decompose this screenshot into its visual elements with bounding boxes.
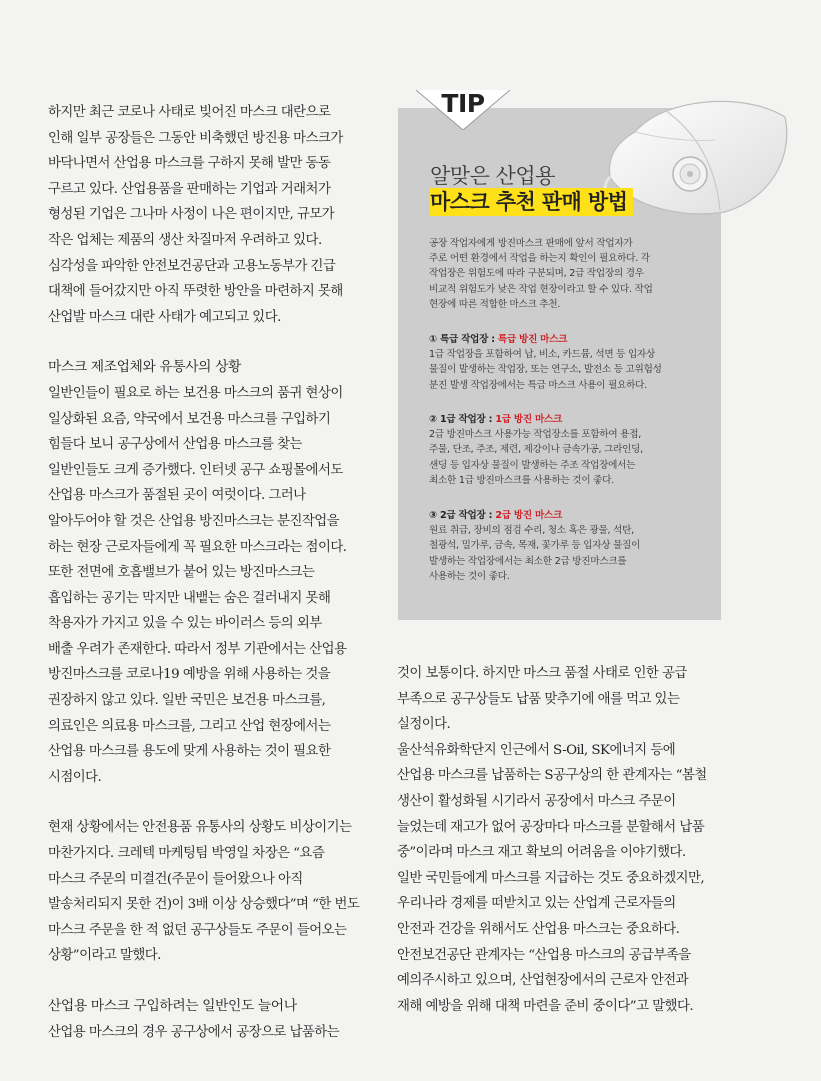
text-line: 마스크 주문을 한 적 없던 공구상들도 주문이 들어오는 <box>48 922 347 938</box>
text-line: 현재 상황에서는 안전용품 유통사의 상황도 비상이기는 <box>48 820 352 836</box>
section-heading-1: 마스크 제조업체와 유통사의 상황 <box>48 359 241 376</box>
tip-item-text-line: 물질이 발생하는 작업장, 또는 연구소, 발전소 등 고위험성 <box>429 364 662 376</box>
text-line: 중”이라며 마스크 재고 확보의 어려움을 이야기했다. <box>397 845 686 861</box>
text-line: 힘들다 보니 공구상에서 산업용 마스크를 찾는 <box>48 437 302 453</box>
exhalation-valve-icon <box>673 157 707 191</box>
text-line: 방진마스크를 코로나19 예방을 위해 사용하는 것을 <box>48 667 331 683</box>
text-line: 안전과 건강을 위해서도 산업용 마스크는 중요하다. <box>397 921 680 937</box>
right-column <box>397 661 707 1019</box>
tip-badge-label: TIP <box>441 89 485 118</box>
tip-intro <box>429 236 653 312</box>
tip-item-text-line: 사용하는 것이 좋다. <box>429 570 510 582</box>
tip-item-label: ③ 2급 작업장 : <box>429 510 496 521</box>
text-line: 안전보건공단 관계자는 “산업용 마스크의 공급부족을 <box>397 947 691 963</box>
text-line: 산업발 마스크 대란 사태가 예고되고 있다. <box>48 309 281 325</box>
text-line: 울산석유화학단지 인근에서 S-Oil, SK에너지 등에 <box>397 742 676 758</box>
tip-title-highlight <box>430 188 633 216</box>
right-paragraph-1 <box>397 661 707 1019</box>
text-line: 비교적 위험도가 낮은 작업 현장이라고 할 수 있다. 작업 <box>429 283 653 295</box>
text-line: 재해 예방을 위해 대책 마련을 준비 중이다”고 말했다. <box>397 998 694 1014</box>
text-line: 마스크 주문의 미결건(주문이 들어왔으나 아직 <box>48 871 303 887</box>
tip-item-text-line: 발생하는 작업장에서는 최소한 2급 방진마스크를 <box>429 555 627 567</box>
text-line: 일반인들이 필요로 하는 보건용 마스크의 품귀 현상이 <box>48 385 343 401</box>
text-line: 권장하지 않고 있다. 일반 국민은 보건용 마스크를, <box>48 693 326 709</box>
left-column <box>48 100 359 1045</box>
text-line: 실정이다. <box>397 717 451 733</box>
text-line: 배출 우려가 존재한다. 따라서 정부 기관에서는 산업용 <box>48 641 347 657</box>
text-line: 것이 보통이다. 하지만 마스크 품절 사태로 인한 공급 <box>397 666 687 681</box>
text-line: 일상화된 요즘, 약국에서 보건용 마스크를 구입하기 <box>48 411 331 427</box>
tip-item-label: ① 특급 작업장 : <box>429 334 498 345</box>
text-line: 인해 일부 공장들은 그동안 비축했던 방진용 마스크가 <box>48 130 343 146</box>
text-line: 구르고 있다. 산업용품을 판매하는 기업과 거래처가 <box>48 181 331 197</box>
text-line: 의료인은 의료용 마스크를, 그리고 산업 현장에서는 <box>48 718 331 734</box>
tip-item-heading <box>429 412 643 427</box>
text-line: 산업용 마스크의 경우 공구상에서 공장으로 납품하는 <box>48 1024 340 1040</box>
tip-item-text-line: 원료 취급, 장비의 점검 수리, 청소 혹은 광물, 석탄, <box>429 525 634 537</box>
tip-item-2 <box>429 412 643 488</box>
text-line: 발송처리되지 못한 건)이 3배 이상 상승했다”며 “한 번도 <box>48 897 360 913</box>
text-line: 작업장은 위험도에 따라 구분되며, 2급 작업장의 경우 <box>429 268 644 280</box>
text-line: 작은 업체는 제품의 생산 차질마저 우려하고 있다. <box>48 232 322 248</box>
text-line: 형성된 기업은 그나마 사정이 나은 편이지만, 규모가 <box>48 207 335 223</box>
text-line: 우리나라 경제를 떠받치고 있는 산업계 근로자들의 <box>397 896 676 912</box>
text-line: 알아두어야 할 것은 산업용 방진마스크는 분진작업을 <box>48 513 340 529</box>
text-line: 주로 어떤 환경에서 작업을 하는지 확인이 필요하다. 각 <box>429 253 650 265</box>
text-line: 일반 국민들에게 마스크를 지급하는 것도 중요하겠지만, <box>397 870 705 886</box>
tip-item-text-line: 샌딩 등 입자상 물질이 발생하는 주조 작업장에서는 <box>429 459 636 471</box>
tip-item-label: ② 1급 작업장 : <box>429 414 496 425</box>
tip-item-mask-type: 특급 방진 마스크 <box>497 334 568 345</box>
left-paragraph-4 <box>48 1020 359 1046</box>
text-line: 흡입하는 공기는 막지만 내뱉는 숨은 걸러내지 못해 <box>48 590 331 606</box>
tip-item-text-line: 최소한 1급 방진마스크를 사용하는 것이 좋다. <box>429 474 614 486</box>
tip-item-mask-type: 2급 방진 마스크 <box>495 510 563 521</box>
tip-item-text-line: 분진 발생 작업장에서는 특급 마스크 사용이 필요하다. <box>429 379 647 391</box>
tip-item-1 <box>429 332 662 393</box>
tip-item-text-line: 주물, 단조, 주조, 제련, 제강이나 금속가공, 그라인딩, <box>429 444 643 456</box>
text-line: 심각성을 파악한 안전보건공단과 고용노동부가 긴급 <box>48 258 336 274</box>
text-line: 늘었는데 재고가 없어 공장마다 마스크를 분할해서 납품 <box>397 819 705 835</box>
text-line: 시점이다. <box>48 769 102 785</box>
text-line: 대책에 들어갔지만 아직 뚜렷한 방안을 마련하지 못해 <box>48 284 343 300</box>
tip-item-3 <box>429 508 640 584</box>
text-line: 하는 현장 근로자들에게 꼭 필요한 마스크라는 점이다. <box>48 539 347 555</box>
text-line: 바닥나면서 산업용 마스크를 구하지 못해 발만 동동 <box>48 156 331 172</box>
tip-item-text-line: 1급 작업장을 포함하여 납, 비소, 카드뮴, 석면 등 입자상 <box>429 349 656 361</box>
text-line: 착용자가 가지고 있을 수 있는 바이러스 등의 외부 <box>48 616 322 632</box>
tip-item-heading <box>429 332 662 347</box>
text-line: 산업용 마스크를 납품하는 S공구상의 한 관계자는 “봄철 <box>397 768 707 784</box>
tip-title-line-1: 알맞은 산업용 <box>430 164 555 188</box>
text-line: 현장에 따른 적합한 마스크 추천. <box>429 298 561 310</box>
text-line: 일반인들도 크게 증가했다. 인터넷 공구 쇼핑몰에서도 <box>48 462 343 478</box>
text-line: 또한 전면에 호흡밸브가 붙어 있는 방진마스크는 <box>48 565 315 581</box>
text-line: 상황”이라고 말했다. <box>48 948 161 964</box>
left-paragraph-3 <box>48 815 359 969</box>
tip-item-mask-type: 1급 방진 마스크 <box>495 414 563 425</box>
text-line: 공장 작업자에게 방진마스크 판매에 앞서 작업자가 <box>429 238 633 249</box>
left-paragraph-2 <box>48 381 359 791</box>
text-line: 마찬가지다. 크레텍 마케팅팀 박영일 차장은 “요즘 <box>48 846 325 862</box>
text-line: 예의주시하고 있으며, 산업현장에서의 근로자 안전과 <box>397 973 689 989</box>
left-paragraph-1 <box>48 100 359 330</box>
text-line: 생산이 활성화될 시기라서 공장에서 마스크 주문이 <box>397 793 676 809</box>
tip-item-text-line: 2급 방진마스크 사용가능 작업장소를 포함하여 용접, <box>429 429 642 441</box>
text-line: 산업용 마스크를 용도에 맞게 사용하는 것이 필요한 <box>48 744 331 760</box>
tip-item-text-line: 철광석, 밀가루, 금속, 목재, 꽃가루 등 입자상 물질이 <box>429 540 641 552</box>
text-line: 산업용 마스크가 품절된 곳이 여럿이다. 그러나 <box>48 488 306 504</box>
tip-title-line-2: 마스크 추천 판매 방법 <box>430 190 628 214</box>
text-line: 부족으로 공구상들도 납품 맞추기에 애를 먹고 있는 <box>397 691 680 707</box>
tip-item-heading <box>429 508 640 523</box>
section-heading-2: 산업용 마스크 구입하려는 일반인도 늘어나 <box>48 998 297 1014</box>
text-line: 하지만 최근 코로나 사태로 빚어진 마스크 대란으로 <box>48 105 331 120</box>
